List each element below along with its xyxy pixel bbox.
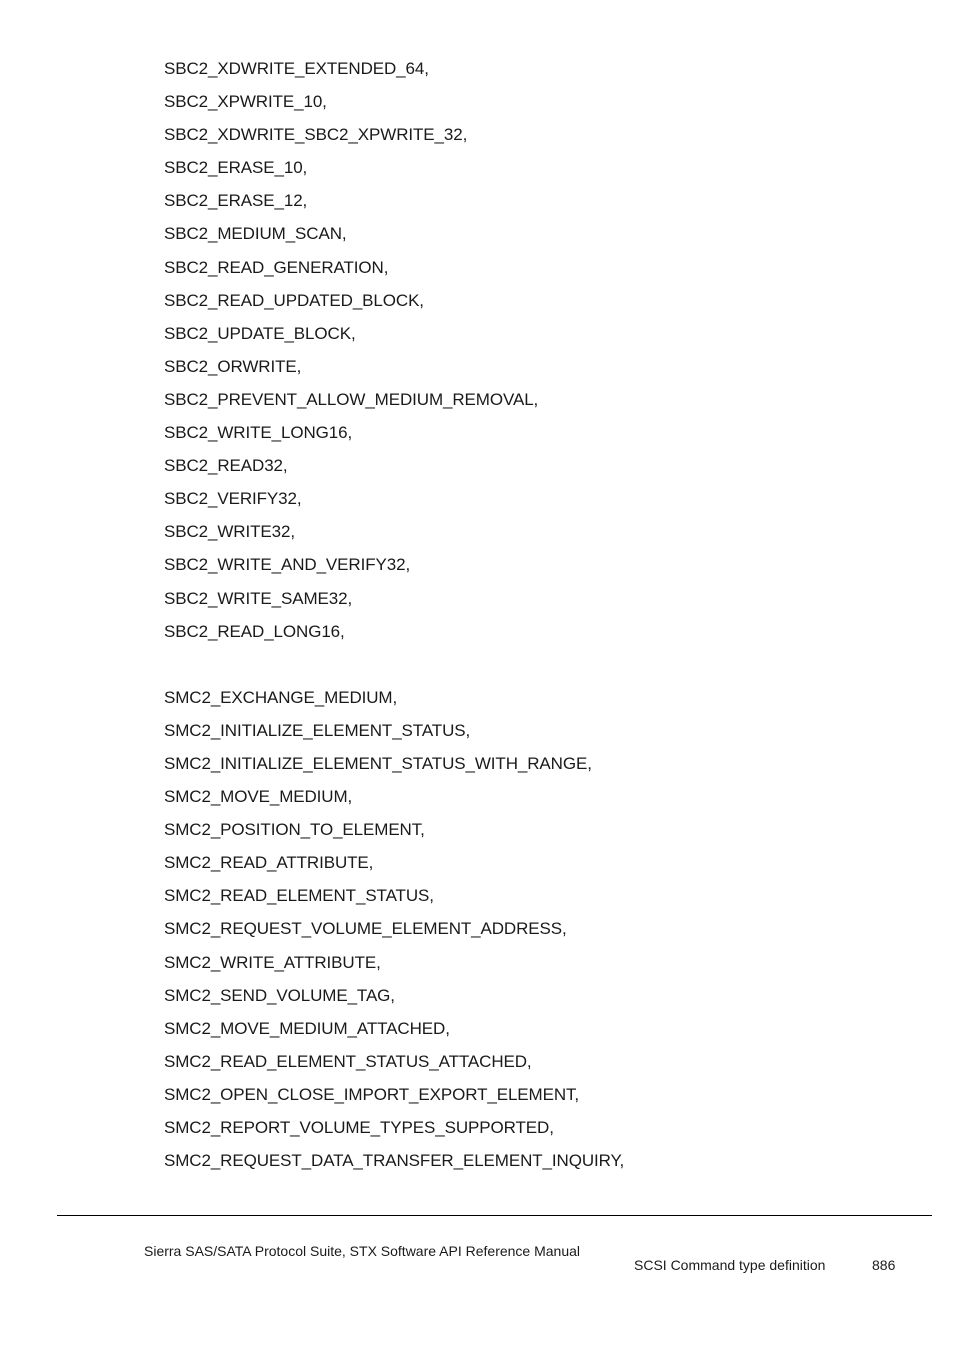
enum-entry: SBC2_READ_GENERATION, [164, 257, 389, 277]
enum-entry: SMC2_WRITE_ATTRIBUTE, [164, 952, 381, 972]
enum-entry: SBC2_READ32, [164, 456, 288, 476]
enum-entry: SMC2_EXCHANGE_MEDIUM, [164, 687, 398, 707]
footer-divider [57, 1215, 932, 1216]
enum-entry: SBC2_UPDATE_BLOCK, [164, 323, 356, 343]
enum-entry: SMC2_REQUEST_VOLUME_ELEMENT_ADDRESS, [164, 919, 567, 939]
enum-entry: SBC2_ERASE_12, [164, 191, 308, 211]
enum-entry: SMC2_INITIALIZE_ELEMENT_STATUS_WITH_RANGE, [164, 753, 592, 773]
enum-entry: SBC2_WRITE_AND_VERIFY32, [164, 555, 411, 575]
enum-entry: SMC2_POSITION_TO_ELEMENT, [164, 820, 425, 840]
enum-entry: SBC2_ORWRITE, [164, 356, 302, 376]
enum-entry: SMC2_REPORT_VOLUME_TYPES_SUPPORTED, [164, 1118, 554, 1137]
enum-entry: SBC2_VERIFY32, [164, 489, 302, 509]
enum-entry: SMC2_READ_ELEMENT_STATUS_ATTACHED, [164, 1051, 532, 1071]
enum-entry: SMC2_INITIALIZE_ELEMENT_STATUS, [164, 720, 471, 740]
footer-page-number: 886 [872, 1257, 896, 1273]
enum-entry: SBC2_WRITE32, [164, 522, 295, 542]
enum-entry: SMC2_MOVE_MEDIUM, [164, 787, 353, 807]
enum-entry: SBC2_READ_LONG16, [164, 621, 345, 641]
enum-entry: SMC2_OPEN_CLOSE_IMPORT_EXPORT_ELEMENT, [164, 1084, 580, 1104]
enum-entry: SMC2_SEND_VOLUME_TAG, [164, 985, 395, 1005]
enum-entry: SMC2_READ_ELEMENT_STATUS, [164, 886, 434, 906]
enum-entry: SBC2_XPWRITE_10, [164, 92, 327, 112]
enum-entry: SBC2_XDWRITE_SBC2_XPWRITE_32, [164, 125, 468, 145]
blank-line [164, 653, 624, 686]
enum-entry: SBC2_READ_UPDATED_BLOCK, [164, 290, 424, 310]
enum-entry: SBC2_WRITE_SAME32, [164, 588, 353, 608]
enum-entry: SBC2_MEDIUM_SCAN, [164, 224, 347, 244]
enum-entry: SBC2_XDWRITE_EXTENDED_64, [164, 59, 429, 78]
enum-entry: SBC2_WRITE_LONG16, [164, 423, 353, 443]
enum-entry: SMC2_MOVE_MEDIUM_ATTACHED, [164, 1018, 450, 1038]
enum-entry-list [164, 57, 624, 1182]
enum-entry: SBC2_PREVENT_ALLOW_MEDIUM_REMOVAL, [164, 389, 539, 409]
footer-section-title: SCSI Command type definition [634, 1257, 826, 1273]
enum-entry: SMC2_READ_ATTRIBUTE, [164, 853, 374, 873]
enum-entry: SMC2_REQUEST_DATA_TRANSFER_ELEMENT_INQUIRY, [164, 1151, 625, 1171]
enum-entry: SBC2_ERASE_10, [164, 158, 308, 178]
footer-manual-title: Sierra SAS/SATA Protocol Suite, STX Software API Reference Manual [144, 1243, 581, 1259]
